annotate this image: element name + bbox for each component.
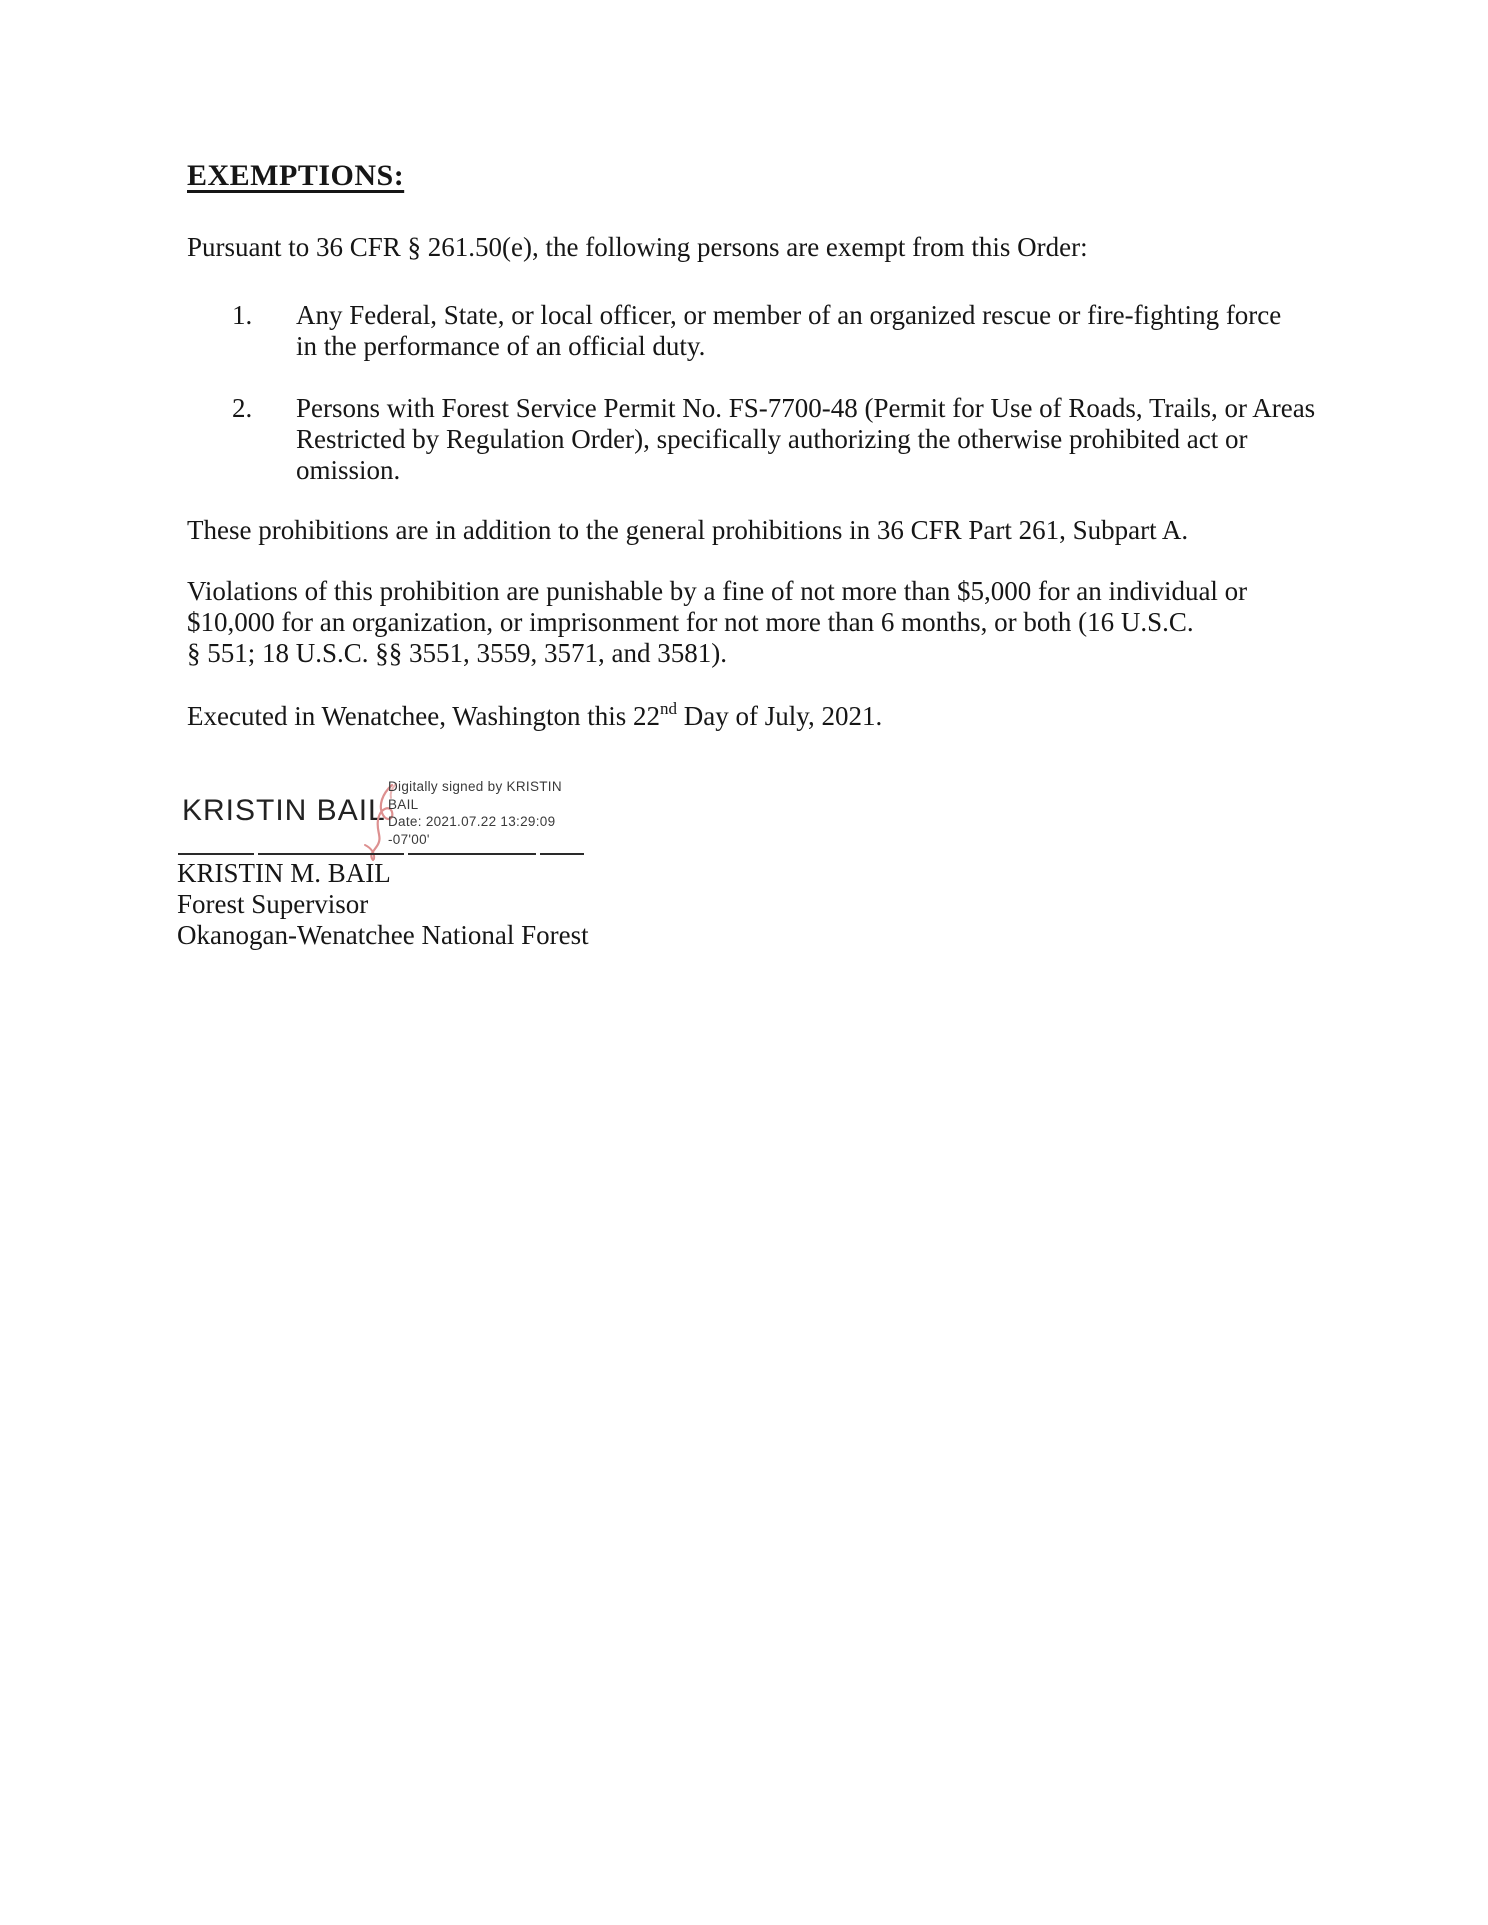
stamp-details-line-3: Date: 2021.07.22 13:29:09 [388,814,556,829]
executed-text-pre: Executed in Wenatchee, Washington this 22 [187,701,661,731]
executed-text-post: Day of July, 2021. [677,701,883,731]
exemptions-heading: EXEMPTIONS: [187,159,405,192]
signer-block [177,858,589,951]
general-prohibitions-paragraph: These prohibitions are in addition to the general prohibitions in 36 CFR Part 261, Subpart A. [187,515,1189,545]
stamp-details-line-4: -07'00' [388,831,430,847]
intro-paragraph: Pursuant to 36 CFR § 261.50(e), the following persons are exempt from this Order: [187,232,1088,262]
exemption-item-2-line-1: Persons with Forest Service Permit No. FS-7700-48 (Permit for Use of Roads, Trails, or Areas [296,393,1316,423]
stamp-details-line-2: BAIL [388,796,419,812]
signature-stamp-details [388,778,562,848]
exemption-item-2-line-2: Restricted by Regulation Order), specifically authorizing the otherwise prohibited act or [296,424,1248,454]
signer-organization: Okanogan-Wenatchee National Forest [177,920,589,950]
violations-line-3: § 551; 18 U.S.C. §§ 3551, 3559, 3571, and 3581). [187,638,727,668]
executed-ordinal: nd [660,699,678,718]
signature-stamp-name: KRISTIN BAIL [182,794,386,827]
exemption-item-2-line-3: omission. [296,455,401,485]
signer-title: Forest Supervisor [177,889,369,919]
exemption-item-1-text [296,300,1281,362]
exemption-item-1-line-1: Any Federal, State, or local officer, or member of an organized rescue or fire-fighting force [296,300,1282,330]
violations-line-1: Violations of this prohibition are punishable by a fine of not more than $5,000 for an individual or [187,576,1248,606]
exemption-item-2-text [296,393,1315,486]
exemption-item-1 [0,300,1488,362]
exemption-item-1-number: 1. [232,300,253,330]
stamp-details-line-1: Digitally signed by KRISTIN [388,779,562,794]
exemption-item-2 [0,393,1488,486]
violations-line-2: $10,000 for an organization, or imprisonment for not more than 6 months, or both (16 U.S.C. [187,607,1194,637]
executed-paragraph [187,701,882,735]
exemption-item-2-number: 2. [232,393,253,423]
exemption-item-1-line-2: in the performance of an official duty. [296,331,706,361]
signature-line [178,853,588,856]
signer-name: KRISTIN M. BAIL [177,858,391,888]
violations-paragraph [187,576,1247,669]
